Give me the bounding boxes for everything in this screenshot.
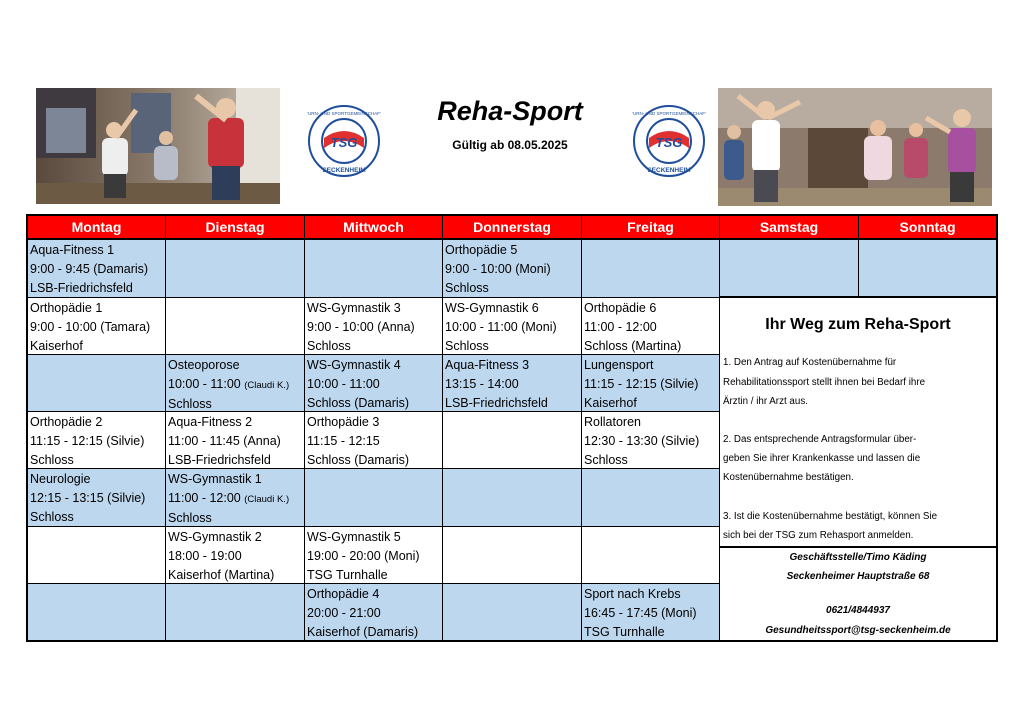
empty-cell <box>28 527 166 584</box>
empty-cell <box>720 240 859 298</box>
empty-cell <box>166 298 305 355</box>
day-header-wednesday: Mittwoch <box>305 216 443 240</box>
empty-cell <box>582 240 720 298</box>
course-cell: Aqua-Fitness 2 11:00 - 11:45 (Anna) LSB-Friedrichsfeld <box>166 412 305 469</box>
empty-cell <box>582 469 720 527</box>
day-header-thursday: Donnerstag <box>443 216 582 240</box>
course-cell: Orthopädie 6 11:00 - 12:00 Schloss (Martina) <box>582 298 720 355</box>
info-line: Rehabilitationssport stellt ihnen bei Bedarf ihre <box>723 377 926 388</box>
info-line: geben Sie ihrer Krankenkasse und lassen die <box>723 453 921 464</box>
day-header-sunday: Sonntag <box>859 216 996 240</box>
empty-cell <box>443 469 582 527</box>
empty-cell <box>443 412 582 469</box>
course-cell: Orthopädie 2 11:15 - 12:15 (Silvie) Schloss <box>28 412 166 469</box>
course-cell: Orthopädie 3 11:15 - 12:15 Schloss (Damaris) <box>305 412 443 469</box>
contact-phone: 0621/4844937 <box>826 605 890 616</box>
course-cell: WS-Gymnastik 3 9:00 - 10:00 (Anna) Schloss <box>305 298 443 355</box>
info-line: 3. Ist die Kostenübernahme bestätigt, können Sie <box>723 511 938 522</box>
course-cell: Osteoporose 10:00 - 11:00 (Claudi K.) Schloss <box>166 355 305 412</box>
info-title: Ihr Weg zum Reha-Sport <box>765 316 951 333</box>
course-cell: Orthopädie 5 9:00 - 10:00 (Moni) Schloss <box>443 240 582 298</box>
photo-exercise-group-right <box>718 88 992 206</box>
course-cell: WS-Gymnastik 4 10:00 - 11:00 Schloss (Damaris) <box>305 355 443 412</box>
logo-seckenheim-text: SECKENHEIM <box>322 167 366 174</box>
day-header-tuesday: Dienstag <box>166 216 305 240</box>
day-header-monday: Montag <box>28 216 166 240</box>
course-cell: Aqua-Fitness 1 9:00 - 9:45 (Damaris) LSB-Friedrichsfeld <box>28 240 166 298</box>
course-cell: Aqua-Fitness 3 13:15 - 14:00 LSB-Friedrichsfeld <box>443 355 582 412</box>
info-line: sich bei der TSG zum Rehasport anmelden. <box>723 530 914 541</box>
course-cell: Sport nach Krebs 16:45 - 17:45 (Moni) TSG Turnhalle <box>582 584 720 640</box>
contact-office: Geschäftsstelle/Timo Käding <box>789 552 927 563</box>
logo-tsg-text: TSG <box>330 135 358 150</box>
course-cell: WS-Gymnastik 6 10:00 - 11:00 (Moni) Schloss <box>443 298 582 355</box>
empty-cell <box>443 584 582 640</box>
tsg-logo-right <box>632 104 706 178</box>
logo-top-text: TURN- UND SPORTGEMEINSCHAFT <box>632 111 706 116</box>
empty-cell <box>166 240 305 298</box>
valid-from: Gültig ab 08.05.2025 <box>452 138 568 152</box>
course-cell: WS-Gymnastik 2 18:00 - 19:00 Kaiserhof (Martina) <box>166 527 305 584</box>
logo-seckenheim-text: SECKENHEIM <box>647 167 691 174</box>
photo-exercise-group-left <box>36 88 280 204</box>
page-title: Reha-Sport <box>437 96 583 126</box>
empty-cell <box>28 355 166 412</box>
empty-cell <box>305 240 443 298</box>
empty-cell <box>582 527 720 584</box>
course-cell: WS-Gymnastik 5 19:00 - 20:00 (Moni) TSG Turnhalle <box>305 527 443 584</box>
course-cell: Orthopädie 1 9:00 - 10:00 (Tamara) Kaiserhof <box>28 298 166 355</box>
course-cell: Lungensport 11:15 - 12:15 (Silvie) Kaiserhof <box>582 355 720 412</box>
info-line: Kostenübernahme bestätigen. <box>723 472 854 483</box>
course-cell: Orthopädie 4 20:00 - 21:00 Kaiserhof (Damaris) <box>305 584 443 640</box>
logo-top-text: TURN- UND SPORTGEMEINSCHAFT <box>307 111 381 116</box>
empty-cell <box>443 527 582 584</box>
course-cell: Rollatoren 12:30 - 13:30 (Silvie) Schloss <box>582 412 720 469</box>
empty-cell <box>166 584 305 640</box>
info-line: 2. Das entsprechende Antragsformular über- <box>723 434 917 445</box>
info-line: 1. Den Antrag auf Kostenübernahme für <box>723 357 897 368</box>
logo-tsg-text: TSG <box>655 135 683 150</box>
day-header-friday: Freitag <box>582 216 720 240</box>
course-cell: WS-Gymnastik 1 11:00 - 12:00 (Claudi K.) Schloss <box>166 469 305 527</box>
contact-address: Seckenheimer Hauptstraße 68 <box>786 571 930 582</box>
empty-cell <box>859 240 996 298</box>
empty-cell <box>305 469 443 527</box>
info-box <box>720 298 996 548</box>
tsg-logo-left <box>307 104 381 178</box>
contact-box <box>720 548 996 640</box>
course-cell: Neurologie 12:15 - 13:15 (Silvie) Schloss <box>28 469 166 527</box>
contact-email[interactable]: Gesundheitssport@tsg-seckenheim.de <box>765 625 951 636</box>
empty-cell <box>28 584 166 640</box>
info-line: Ärztin / ihr Arzt aus. <box>723 396 808 407</box>
day-header-saturday: Samstag <box>720 216 859 240</box>
timetable <box>26 214 998 642</box>
